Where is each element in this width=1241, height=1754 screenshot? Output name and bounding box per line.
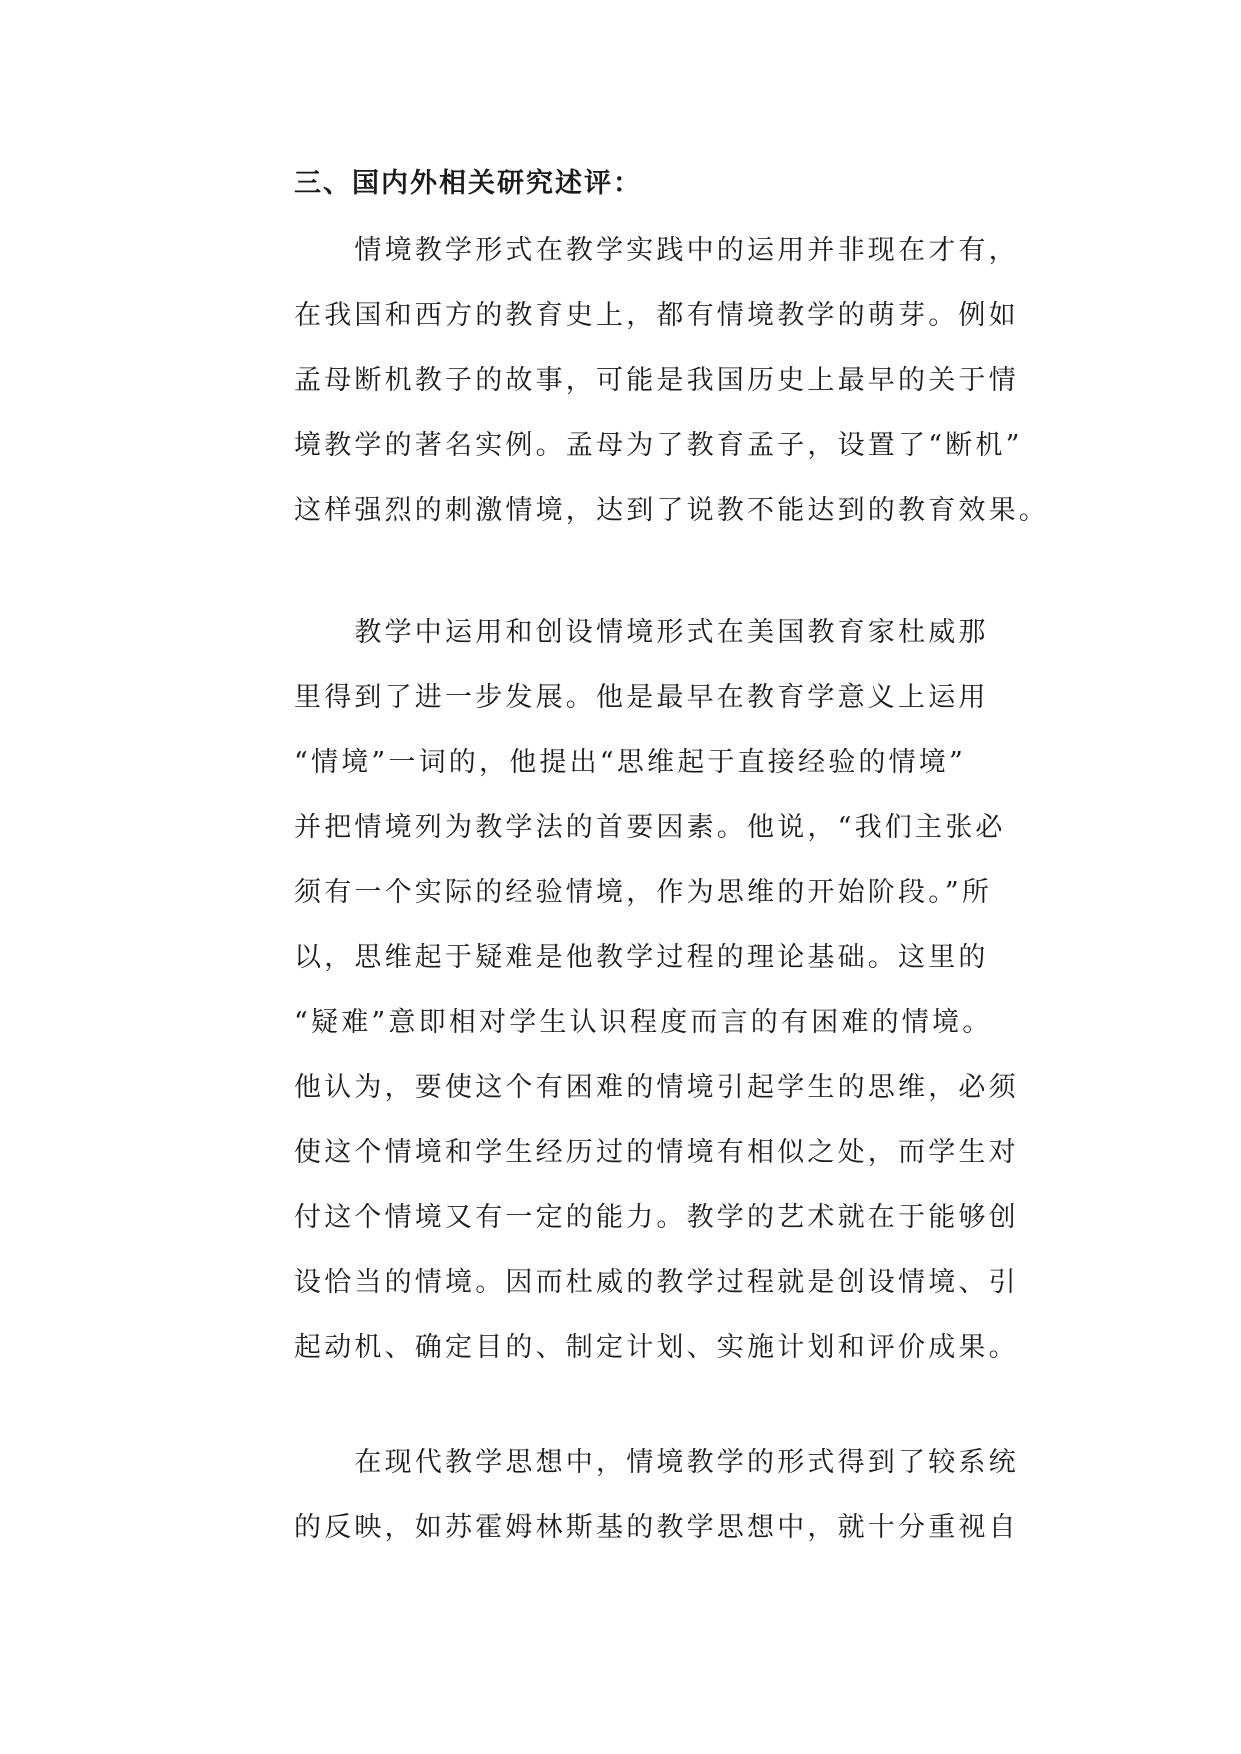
text-line: 并把情境列为教学法的首要因素。他说，“我们主张必: [294, 812, 1006, 843]
paragraph-dewey: [294, 600, 1019, 1380]
paragraph-modern-teaching: [294, 1430, 1019, 1560]
text-line: 情境教学形式在教学实践中的运用并非现在才有，: [294, 235, 1019, 266]
text-line: 须有一个实际的经验情境，作为思维的开始阶段。”所: [294, 877, 993, 908]
text-line: “疑难”意即相对学生认识程度而言的有困难的情境。: [294, 1007, 993, 1038]
text-line: 使这个情境和学生经历过的情境有相似之处，而学生对: [294, 1137, 1019, 1168]
text-line: 起动机、确定目的、制定计划、实施计划和评价成果。: [294, 1332, 1019, 1363]
text-line: 以，思维起于疑难是他教学过程的理论基础。这里的: [294, 942, 989, 973]
text-line: 这样强烈的刺激情境，达到了说教不能达到的教育效果。: [294, 495, 1049, 526]
paragraph-mencius-example: [294, 218, 1049, 543]
text-line: 的反映，如苏霍姆林斯基的教学思想中，就十分重视自: [294, 1512, 1019, 1543]
text-line: 里得到了进一步发展。他是最早在教育学意义上运用: [294, 682, 989, 713]
text-line: 设恰当的情境。因而杜威的教学过程就是创设情境、引: [294, 1267, 1019, 1298]
text-line: 他认为，要使这个有困难的情境引起学生的思维，必须: [294, 1072, 1019, 1103]
text-line: 教学中运用和创设情境形式在美国教育家杜威那: [294, 617, 989, 648]
text-line: “情境”一词的，他提出“思维起于直接经验的情境”: [294, 747, 967, 778]
text-line: 境教学的著名实例。孟母为了教育孟子，设置了“断机”: [294, 430, 1023, 461]
section-heading: 三、国内外相关研究述评：: [294, 168, 642, 199]
text-line: 在我国和西方的教育史上，都有情境教学的萌芽。例如: [294, 300, 1019, 331]
text-line: 孟母断机教子的故事，可能是我国历史上最早的关于情: [294, 365, 1019, 396]
text-line: 在现代教学思想中，情境教学的形式得到了较系统: [294, 1447, 1019, 1478]
text-line: 付这个情境又有一定的能力。教学的艺术就在于能够创: [294, 1202, 1019, 1233]
